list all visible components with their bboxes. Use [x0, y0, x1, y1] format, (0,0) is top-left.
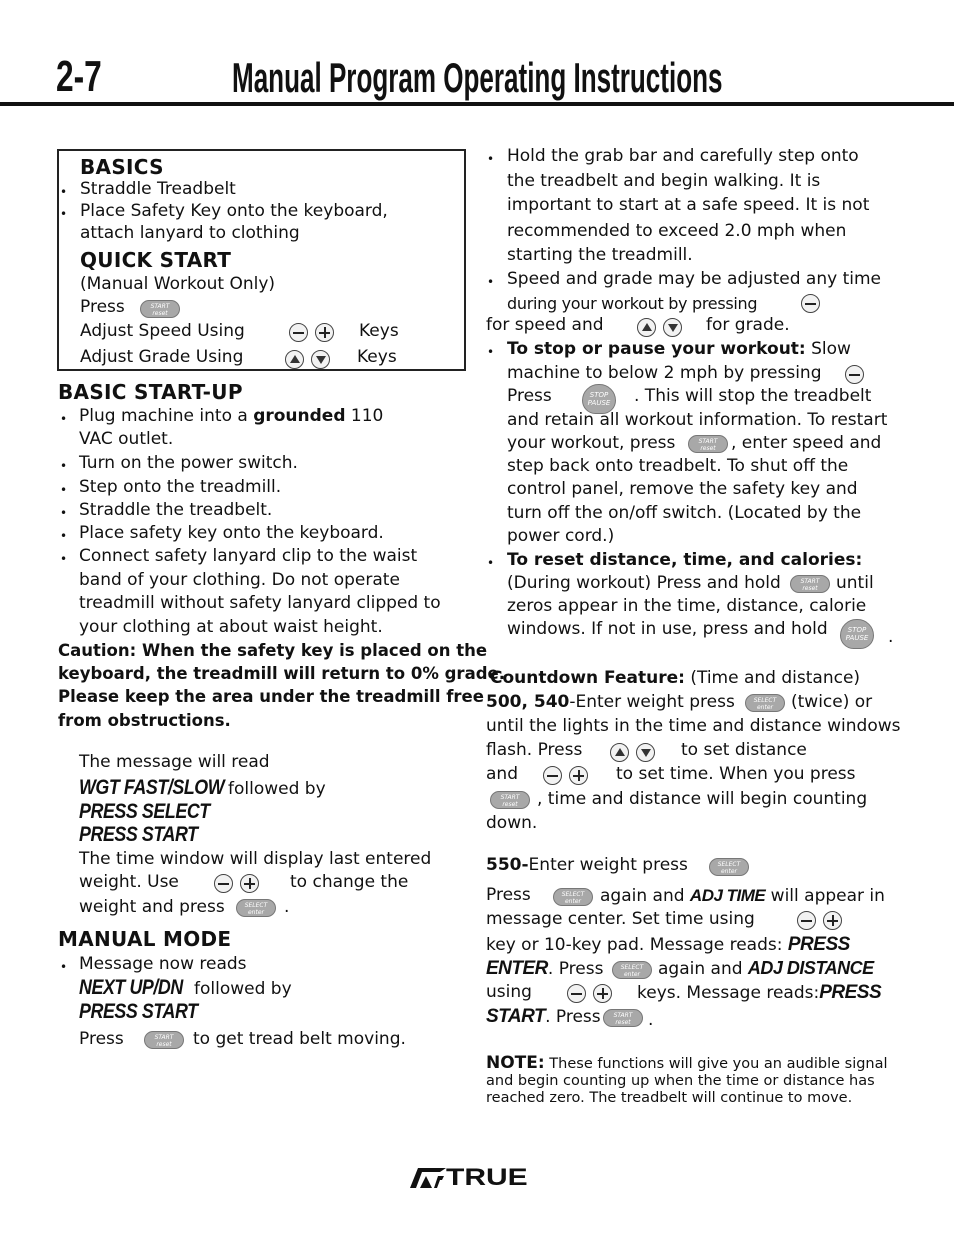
startup-line: Turn on the power switch. [79, 453, 298, 473]
countdown-line: again and ADJ TIME will appear in [600, 886, 885, 906]
countdown-line: key or 10-key pad. Message reads: PRESS [486, 934, 850, 955]
message-line: . [284, 897, 290, 917]
caution-line: Please keep the area under the treadmill free [58, 687, 484, 706]
basics-item: attach lanyard to clothing [80, 223, 300, 243]
countdown-line: 550-Enter weight press [486, 855, 688, 875]
startup-line: VAC outlet. [79, 429, 174, 449]
countdown-line: and [486, 764, 518, 784]
lcd-text: PRESS SELECT [79, 800, 210, 823]
section-number: 2-7 [56, 52, 102, 101]
bullet: • [60, 529, 68, 543]
startup-line: your clothing at about waist height. [79, 617, 383, 637]
bullet: • [60, 960, 68, 974]
bullet: • [487, 152, 495, 166]
press-label: Press [80, 297, 125, 317]
bullet: • [60, 506, 68, 520]
right-line: . [888, 627, 894, 647]
page-title: Manual Program Operating Instructions [232, 54, 723, 101]
countdown-line: 500, 540-Enter weight press [486, 692, 735, 712]
stop-key-icon: STOP PAUSE [582, 384, 616, 414]
right-line: for speed and [486, 315, 604, 335]
right-line: starting the treadmill. [507, 245, 693, 265]
select-key-icon: SELECT enter [745, 694, 785, 712]
countdown-line: (twice) or [791, 692, 873, 712]
speed-label: Adjust Speed Using [80, 321, 245, 341]
basics-item: Place Safety Key onto the keyboard, [80, 201, 388, 221]
select-key-icon: SELECT enter [709, 858, 749, 876]
message-line: weight and press [79, 897, 225, 917]
right-line: step back onto treadbelt. To shut off the [507, 456, 849, 476]
plus-key-icon [569, 766, 588, 785]
lcd-text: NEXT UP/DN [79, 976, 183, 999]
startup-line: Place safety key onto the keyboard. [79, 523, 384, 543]
up-arrow-key-icon [285, 350, 304, 369]
plus-key-icon [315, 323, 334, 342]
countdown-line: , time and distance will begin counting [537, 789, 868, 809]
lcd-text: PRESS START [79, 823, 198, 846]
down-arrow-key-icon [636, 743, 655, 762]
startup-line: Step onto the treadmill. [79, 477, 282, 497]
countdown-line: again and ADJ DISTANCE [658, 958, 874, 979]
note-line: NOTE: These functions will give you an audible signal [486, 1053, 888, 1073]
quick-start-heading: QUICK START [80, 248, 232, 272]
countdown-line: message center. Set time using [486, 909, 755, 929]
keys-label: Keys [357, 347, 397, 367]
right-line: and retain all workout information. To restart [507, 410, 888, 430]
right-line: until [836, 573, 874, 593]
start-key-icon: START reset [603, 1009, 643, 1027]
message-line: to change the [290, 872, 409, 892]
bullet: • [487, 345, 495, 359]
manual-line: Press [79, 1029, 124, 1049]
minus-key-icon [567, 984, 586, 1003]
startup-line: band of your clothing. Do not operate [79, 570, 400, 590]
note-line: reached zero. The treadbelt will continue to move. [486, 1090, 853, 1106]
right-line: To reset distance, time, and calories: [507, 550, 863, 570]
right-line: Press [507, 386, 552, 406]
select-key-icon: SELECT enter [553, 888, 593, 906]
right-line: the treadbelt and begin walking. It is [507, 171, 821, 191]
lcd-text: PRESS START [79, 1000, 198, 1023]
up-arrow-key-icon [637, 318, 656, 337]
countdown-heading: Countdown Feature: (Time and distance) [490, 668, 861, 688]
start-key-icon: START reset [144, 1031, 184, 1049]
bullet: • [60, 412, 68, 426]
bullet: • [487, 556, 495, 570]
countdown-line: using [486, 982, 532, 1002]
caution-line: Caution: When the safety key is placed on the [58, 641, 488, 660]
message-line: The message will read [79, 752, 270, 772]
header-rule [0, 102, 954, 106]
right-line: (During workout) Press and hold [507, 573, 781, 593]
grade-label: Adjust Grade Using [80, 347, 244, 367]
right-line: zeros appear in the time, distance, calorie [507, 596, 867, 616]
caution-line: from obstructions. [58, 711, 231, 730]
start-key-icon: START reset [490, 791, 530, 809]
bullet: • [487, 275, 495, 289]
minus-key-icon [214, 874, 233, 893]
right-line: machine to below 2 mph by pressing [507, 363, 822, 383]
select-key-icon: SELECT enter [612, 961, 652, 979]
startup-line: Plug machine into a grounded 110 [79, 406, 384, 426]
bullet: • [60, 459, 68, 473]
message-line: The time window will display last entered [79, 849, 432, 869]
right-line: control panel, remove the safety key and [507, 479, 858, 499]
right-line: To stop or pause your workout: Slow [507, 339, 851, 359]
basics-item: Straddle Treadbelt [80, 179, 236, 199]
countdown-line: to set distance [681, 740, 807, 760]
right-line: recommended to exceed 2.0 mph when [507, 221, 847, 241]
countdown-line: ENTER. Press [486, 958, 604, 979]
minus-key-icon [797, 911, 816, 930]
right-line: turn off the on/off switch. (Located by the [507, 503, 862, 523]
down-arrow-key-icon [311, 350, 330, 369]
manual-line: to get tread belt moving. [193, 1029, 406, 1049]
manual-heading: MANUAL MODE [58, 927, 232, 951]
message-line: weight. Use [79, 872, 179, 892]
true-logo: TRUE [410, 1167, 548, 1189]
bullet: • [60, 483, 68, 497]
countdown-line: down. [486, 813, 538, 833]
right-line: Hold the grab bar and carefully step onto [507, 146, 859, 166]
countdown-line: flash. Press [486, 740, 583, 760]
countdown-line: START. Press [486, 1006, 601, 1027]
up-arrow-key-icon [610, 743, 629, 762]
right-line: your workout, press [507, 433, 676, 453]
keys-label: Keys [359, 321, 399, 341]
minus-key-icon [543, 766, 562, 785]
bullet: • [60, 185, 68, 199]
right-line: for grade. [706, 315, 790, 335]
minus-key-icon [289, 323, 308, 342]
startup-heading: BASIC START-UP [58, 380, 243, 404]
basics-heading: BASICS [80, 155, 164, 179]
countdown-line: . [648, 1010, 654, 1030]
message-line: followed by [228, 779, 326, 799]
startup-line: Straddle the treadbelt. [79, 500, 273, 520]
right-line: during your workout by pressing [507, 294, 758, 313]
quick-start-sub: (Manual Workout Only) [80, 274, 276, 294]
plus-key-icon [240, 874, 259, 893]
down-arrow-key-icon [663, 318, 682, 337]
lcd-text: WGT FAST/SLOW [79, 776, 225, 799]
right-line: important to start at a safe speed. It is not [507, 195, 870, 215]
right-line: power cord.) [507, 526, 615, 546]
select-key-icon: SELECT enter [236, 899, 276, 917]
right-line: Speed and grade may be adjusted any time [507, 269, 881, 289]
manual-line: followed by [194, 979, 292, 999]
countdown-line: to set time. When you press [616, 764, 856, 784]
minus-key-icon [801, 294, 820, 313]
right-line: windows. If not in use, press and hold [507, 619, 828, 639]
plus-key-icon [593, 984, 612, 1003]
right-line: . This will stop the treadbelt [634, 386, 872, 406]
caution-line: keyboard, the treadmill will return to 0% grade. [58, 664, 505, 683]
minus-key-icon [845, 365, 864, 384]
plus-key-icon [823, 911, 842, 930]
note-line: and begin counting up when the time or distance has [486, 1073, 875, 1089]
startup-line: treadmill without safety lanyard clipped to [79, 593, 441, 613]
stop-key-icon: STOP PAUSE [840, 619, 874, 649]
bullet: • [60, 207, 68, 221]
start-key-icon: START reset [790, 575, 830, 593]
start-key-icon: START reset [688, 435, 728, 453]
right-line: , enter speed and [731, 433, 882, 453]
countdown-line: until the lights in the time and distance windows [486, 716, 901, 736]
bullet: • [60, 552, 68, 566]
start-key-icon: START reset [140, 300, 180, 318]
manual-line: Message now reads [79, 954, 247, 974]
countdown-line: Press [486, 885, 531, 905]
countdown-line: keys. Message reads:PRESS [637, 982, 882, 1003]
startup-line: Connect safety lanyard clip to the waist [79, 546, 418, 566]
